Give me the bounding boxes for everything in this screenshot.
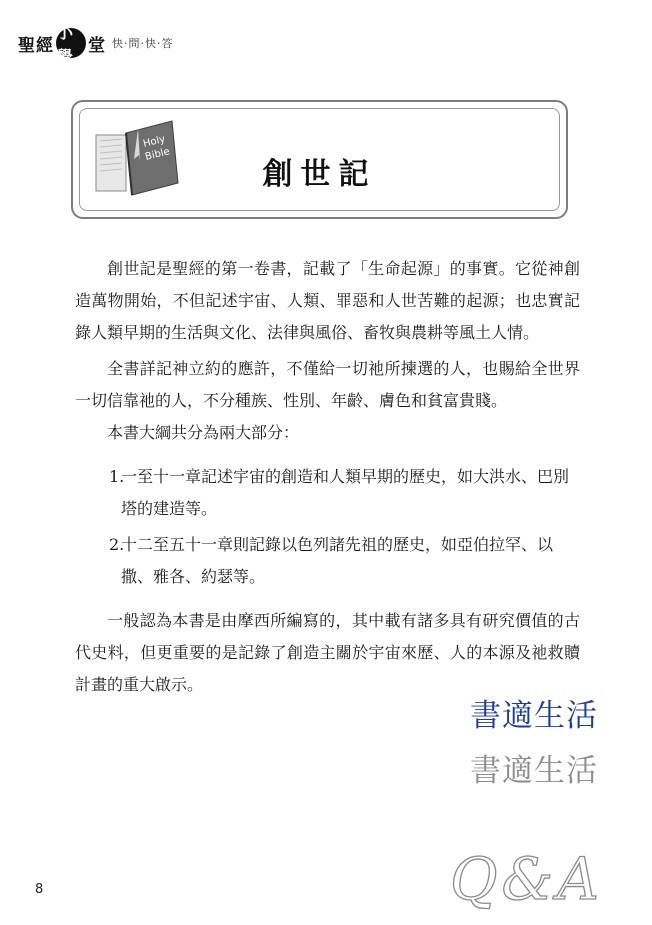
closing-paragraph: 一般認為本書是由摩西所編寫的，其中載有諸多具有研究價值的古代史料，但更重要的是記錄了創造主關於宇宙來歷、人的本源及祂救贖計畫的重大啟示。: [75, 611, 580, 694]
intro-paragraph: 創世記是聖經的第一卷書，記載了「生命起源」的事實。它從神創造萬物開始，不但記述宇宙、人類、罪惡和人世苦難的起源；也忠實記錄人類早期的生活與文化、法律與風俗、畜牧與農耕等風土人情。: [75, 259, 580, 342]
outline-item: [75, 529, 580, 593]
brand-text-suffix: 堂: [88, 35, 106, 56]
book-series-header: [18, 23, 174, 68]
outline-item-number: 1.: [109, 467, 125, 486]
outline-lead: 本書大綱共分為兩大部分：: [107, 423, 300, 442]
brand-text: 聖經: [18, 35, 54, 56]
covenant-paragraph: 全書詳記神立約的應許，不僅給一切祂所揀選的人，也賜給全世界一切信靠祂的人，不分種族、性別、年齡、膚色和貧富貴賤。: [75, 359, 580, 410]
publisher-stamp-gray: 書適生活: [470, 753, 598, 789]
chapter-title: 創世記: [262, 157, 377, 192]
qa-watermark: Q&A: [450, 845, 604, 913]
outline-item-number: 2.: [109, 535, 125, 554]
bible-cover-line-2: Bible: [144, 146, 171, 163]
chapter-title-frame: [71, 100, 568, 219]
outline-item-text: 十二至五十一章則記錄以色列諸先祖的歷史，如亞伯拉罕、以撒、雅各、約瑟等。: [121, 535, 554, 586]
publisher-stamp-blue: 書適生活: [470, 698, 598, 734]
chapter-body: [75, 253, 580, 701]
chapter-title-inner-border: [79, 108, 560, 211]
bible-cover-line-1: Holy: [142, 133, 167, 150]
outline-item: [75, 461, 580, 525]
outline-item-text: 一至十一章記述宇宙的創造和人類早期的歷史，如大洪水、巴別塔的建造等。: [121, 467, 570, 518]
page-number: 8: [35, 882, 44, 897]
series-subtitle: 快‧問‧快‧答: [112, 37, 174, 50]
brand-circle-badge: 小學: [56, 28, 86, 58]
